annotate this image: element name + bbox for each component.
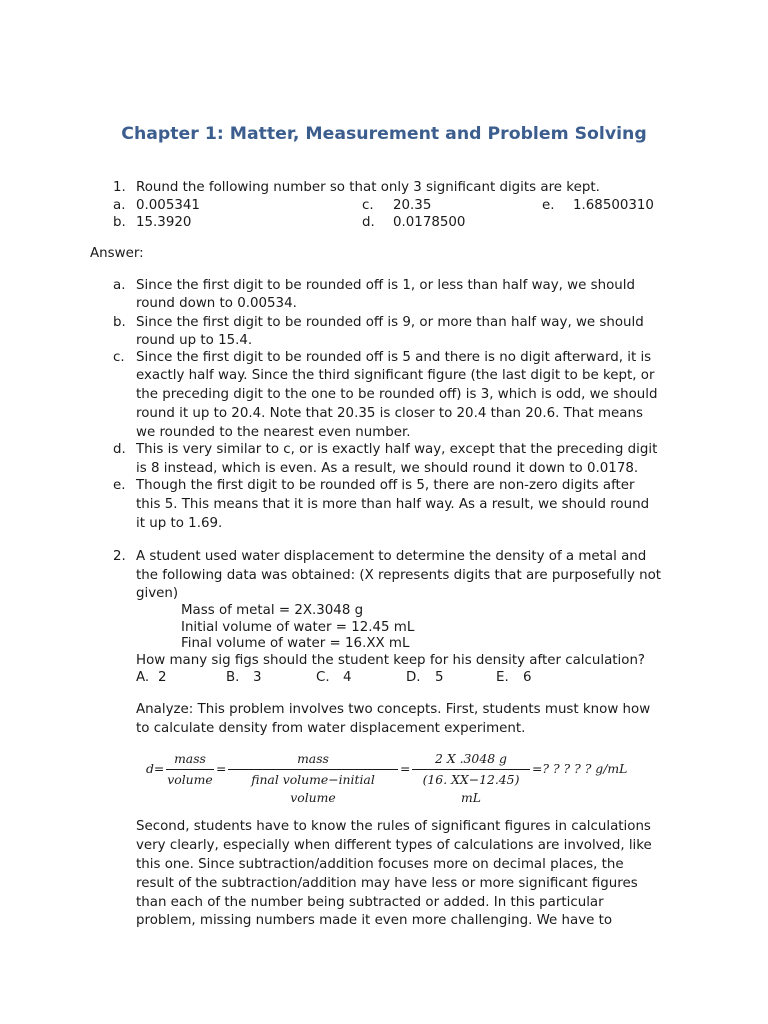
answer-line: exactly half way. Since the third significant figure (the last digit to be kept, or — [136, 368, 655, 383]
answer-line: Since the first digit to be rounded off is 9, or more than half way, we should — [136, 315, 644, 330]
fraction-bar — [412, 769, 530, 770]
question-text: How many sig figs should the student keep for his density after calculation? — [136, 653, 646, 668]
choice-value: 4 — [343, 670, 352, 685]
option-value: 20.35 — [393, 198, 432, 213]
equation-result: =? ? ? ? ? g/mL — [532, 761, 628, 776]
question-prompt-line: given) — [136, 586, 179, 601]
answer-letter: c. — [113, 350, 125, 365]
second-line: Second, students have to know the rules of significant figures in calculations — [136, 819, 651, 834]
analyze-line: Analyze: This problem involves two concepts. First, students must know how — [136, 702, 651, 717]
equation-lhs: d= — [146, 761, 165, 776]
option-value: 0.005341 — [136, 198, 200, 213]
chapter-title: Chapter 1: Matter, Measurement and Problem Solving — [121, 124, 647, 144]
choice-letter: E. — [496, 670, 509, 685]
equals-sign: = — [400, 761, 411, 776]
answer-line: Though the first digit to be rounded off is 5, there are non-zero digits after — [136, 478, 635, 493]
choice-letter: A. — [136, 670, 150, 685]
equals-sign: = — [216, 761, 227, 776]
data-line: Initial volume of water = 12.45 mL — [181, 620, 415, 635]
question-prompt-line: the following data was obtained: (X represents digits that are purposefully not — [136, 568, 662, 583]
fraction-denominator: final volume−initial volume — [251, 772, 375, 806]
fraction-numerator: mass — [174, 751, 206, 766]
second-line: this one. Since subtraction/addition focuses more on decimal places, the — [136, 857, 624, 872]
option-letter: c. — [362, 198, 374, 213]
option-letter: e. — [542, 198, 555, 213]
choice-value: 6 — [523, 670, 532, 685]
choice-letter: C. — [316, 670, 330, 685]
option-letter: d. — [362, 215, 375, 230]
second-line: than each of the number being subtracted or added. In this particular — [136, 895, 604, 910]
data-line: Final volume of water = 16.XX mL — [181, 636, 410, 651]
answer-line: This is very similar to c, or is exactly half way, except that the preceding digit — [136, 442, 658, 457]
data-line: Mass of metal = 2X.3048 g — [181, 603, 364, 618]
answer-line: we rounded to the nearest even number. — [136, 425, 411, 440]
option-letter: b. — [113, 215, 126, 230]
question-number: 1. — [113, 180, 126, 195]
question-number: 2. — [113, 549, 126, 564]
fraction-denominator: (16. XX−12.45) mL — [422, 772, 520, 806]
question-prompt: Round the following number so that only 3 significant digits are kept. — [136, 180, 600, 195]
choice-letter: D. — [406, 670, 421, 685]
answer-line: round up to 15.4. — [136, 333, 253, 348]
answer-line: this 5. This means that it is more than half way. As a result, we should round — [136, 497, 650, 512]
answer-line: Since the first digit to be rounded off is 5 and there is no digit afterward, it is — [136, 350, 652, 365]
second-line: result of the subtraction/addition may have less or more significant figures — [136, 876, 638, 891]
answer-line: round it up to 20.4. Note that 20.35 is closer to 20.4 than 20.6. That means — [136, 406, 643, 421]
option-value: 15.3920 — [136, 215, 192, 230]
answer-letter: d. — [113, 442, 126, 457]
fraction-bar — [228, 769, 398, 770]
answer-line: the preceding digit to the one to be rounded off) is 3, which is odd, we should — [136, 387, 658, 402]
fraction-denominator: volume — [167, 772, 213, 787]
choice-value: 3 — [253, 670, 262, 685]
option-value: 0.0178500 — [393, 215, 466, 230]
option-value: 1.68500310 — [573, 198, 654, 213]
answer-line: Since the first digit to be rounded off is 1, or less than half way, we should — [136, 278, 635, 293]
answer-letter: b. — [113, 315, 126, 330]
fraction-numerator: 2 X .3048 g — [435, 751, 507, 766]
answer-letter: e. — [113, 478, 126, 493]
answer-line: is 8 instead, which is even. As a result, we should round it down to 0.0178. — [136, 461, 639, 476]
fraction-bar — [166, 769, 214, 770]
answer-letter: a. — [113, 278, 126, 293]
second-line: very clearly, especially when different types of calculations are involved, like — [136, 838, 652, 853]
option-letter: a. — [113, 198, 126, 213]
fraction-numerator: mass — [297, 751, 329, 766]
second-line: problem, missing numbers made it even more challenging. We have to — [136, 913, 613, 928]
question-prompt-line: A student used water displacement to determine the density of a metal and — [136, 549, 647, 564]
analyze-line: to calculate density from water displacement experiment. — [136, 721, 526, 736]
choice-letter: B. — [226, 670, 240, 685]
choice-value: 2 — [158, 670, 167, 685]
answer-line: it up to 1.69. — [136, 516, 223, 531]
answer-line: round down to 0.00534. — [136, 296, 297, 311]
answer-label: Answer: — [90, 246, 144, 261]
choice-value: 5 — [435, 670, 444, 685]
